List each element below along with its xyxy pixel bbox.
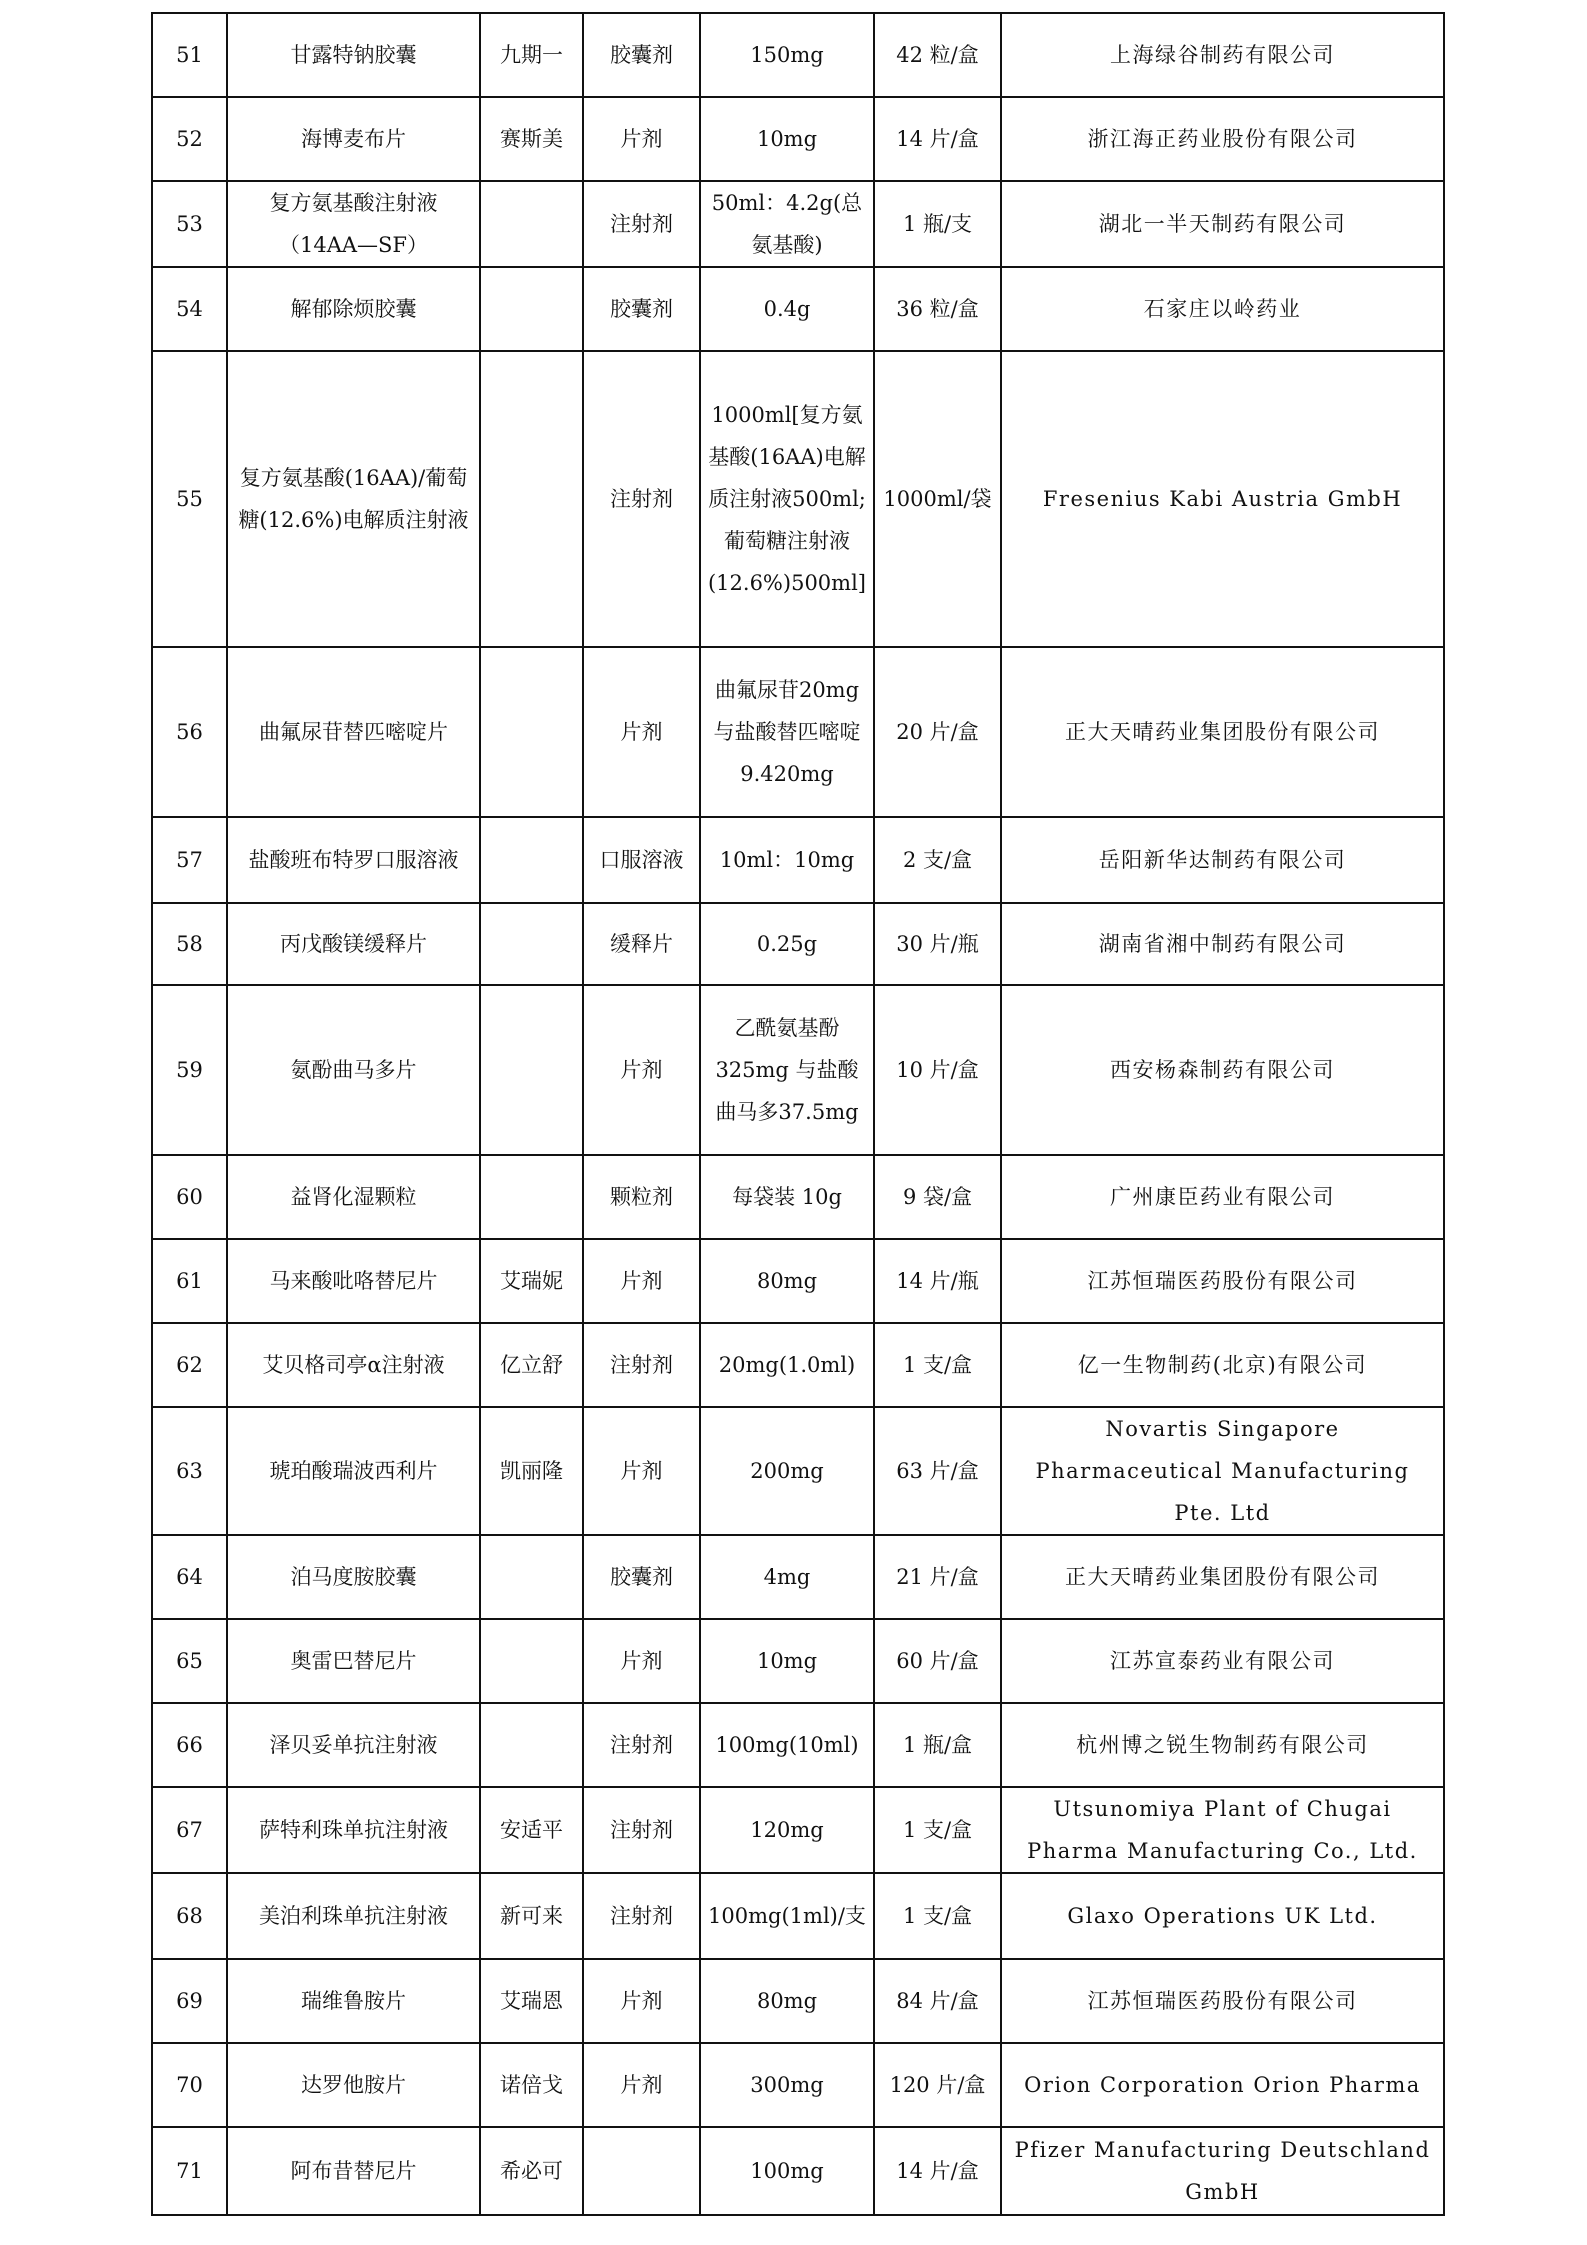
drug-name-cell: 曲氟尿苷替匹嘧啶片: [227, 647, 480, 817]
table-row: [152, 817, 1444, 903]
package-cell: 1000ml/袋: [874, 351, 1001, 647]
drug-name-cell: 瑞维鲁胺片: [227, 1959, 480, 2043]
brand-name-cell: 赛斯美: [480, 97, 583, 181]
drug-name-cell: 美泊利珠单抗注射液: [227, 1873, 480, 1959]
row-number-cell: 51: [152, 13, 227, 97]
brand-name-cell: [480, 1155, 583, 1239]
row-number-cell: 54: [152, 267, 227, 351]
specification-cell: 50ml：4.2g(总氨基酸): [700, 181, 874, 267]
brand-name-cell: 希必可: [480, 2127, 583, 2215]
specification-cell: 乙酰氨基酚325mg 与盐酸曲马多37.5mg: [700, 985, 874, 1155]
brand-name-cell: [480, 1619, 583, 1703]
manufacturer-cell: 广州康臣药业有限公司: [1001, 1155, 1444, 1239]
brand-name-cell: [480, 267, 583, 351]
table-row: [152, 181, 1444, 267]
package-cell: 14 片/瓶: [874, 1239, 1001, 1323]
table-row: [152, 2043, 1444, 2127]
table-row: [152, 1619, 1444, 1703]
dosage-form-cell: 片剂: [583, 1959, 700, 2043]
table-row: [152, 1535, 1444, 1619]
drug-list-table: [151, 12, 1445, 2216]
row-number-cell: 57: [152, 817, 227, 903]
package-cell: 42 粒/盒: [874, 13, 1001, 97]
package-cell: 1 瓶/支: [874, 181, 1001, 267]
row-number-cell: 52: [152, 97, 227, 181]
specification-cell: 200mg: [700, 1407, 874, 1535]
dosage-form-cell: 片剂: [583, 1239, 700, 1323]
specification-cell: 80mg: [700, 1959, 874, 2043]
specification-cell: 80mg: [700, 1239, 874, 1323]
drug-name-cell: 泽贝妥单抗注射液: [227, 1703, 480, 1787]
manufacturer-cell: 石家庄以岭药业: [1001, 267, 1444, 351]
table-row: [152, 985, 1444, 1155]
specification-cell: 150mg: [700, 13, 874, 97]
specification-cell: 300mg: [700, 2043, 874, 2127]
row-number-cell: 67: [152, 1787, 227, 1873]
specification-cell: 0.25g: [700, 903, 874, 985]
brand-name-cell: [480, 647, 583, 817]
dosage-form-cell: 注射剂: [583, 1703, 700, 1787]
table-row: [152, 1239, 1444, 1323]
manufacturer-cell: Pfizer Manufacturing Deutschland GmbH: [1001, 2127, 1444, 2215]
dosage-form-cell: 片剂: [583, 2043, 700, 2127]
package-cell: 60 片/盒: [874, 1619, 1001, 1703]
drug-name-cell: 马来酸吡咯替尼片: [227, 1239, 480, 1323]
package-cell: 1 瓶/盒: [874, 1703, 1001, 1787]
package-cell: 14 片/盒: [874, 2127, 1001, 2215]
row-number-cell: 53: [152, 181, 227, 267]
manufacturer-cell: 浙江海正药业股份有限公司: [1001, 97, 1444, 181]
drug-name-cell: 琥珀酸瑞波西利片: [227, 1407, 480, 1535]
table-row: [152, 903, 1444, 985]
drug-name-cell: 复方氨基酸(16AA)/葡萄糖(12.6%)电解质注射液: [227, 351, 480, 647]
row-number-cell: 62: [152, 1323, 227, 1407]
drug-name-cell: 复方氨基酸注射液（14AA—SF）: [227, 181, 480, 267]
drug-name-cell: 氨酚曲马多片: [227, 985, 480, 1155]
manufacturer-cell: 江苏恒瑞医药股份有限公司: [1001, 1239, 1444, 1323]
row-number-cell: 58: [152, 903, 227, 985]
manufacturer-cell: 杭州博之锐生物制药有限公司: [1001, 1703, 1444, 1787]
manufacturer-cell: Orion Corporation Orion Pharma: [1001, 2043, 1444, 2127]
dosage-form-cell: 胶囊剂: [583, 1535, 700, 1619]
dosage-form-cell: 缓释片: [583, 903, 700, 985]
row-number-cell: 61: [152, 1239, 227, 1323]
table-row: [152, 1323, 1444, 1407]
brand-name-cell: [480, 1535, 583, 1619]
dosage-form-cell: 片剂: [583, 97, 700, 181]
specification-cell: 0.4g: [700, 267, 874, 351]
drug-name-cell: 甘露特钠胶囊: [227, 13, 480, 97]
specification-cell: 100mg(1ml)/支: [700, 1873, 874, 1959]
dosage-form-cell: 片剂: [583, 647, 700, 817]
dosage-form-cell: 颗粒剂: [583, 1155, 700, 1239]
manufacturer-cell: 正大天晴药业集团股份有限公司: [1001, 647, 1444, 817]
brand-name-cell: [480, 1703, 583, 1787]
table-row: [152, 1873, 1444, 1959]
manufacturer-cell: Glaxo Operations UK Ltd.: [1001, 1873, 1444, 1959]
brand-name-cell: 亿立舒: [480, 1323, 583, 1407]
brand-name-cell: 诺倍戈: [480, 2043, 583, 2127]
package-cell: 10 片/盒: [874, 985, 1001, 1155]
table-row: [152, 97, 1444, 181]
dosage-form-cell: 注射剂: [583, 181, 700, 267]
brand-name-cell: [480, 351, 583, 647]
package-cell: 20 片/盒: [874, 647, 1001, 817]
row-number-cell: 69: [152, 1959, 227, 2043]
dosage-form-cell: 口服溶液: [583, 817, 700, 903]
dosage-form-cell: 胶囊剂: [583, 267, 700, 351]
row-number-cell: 55: [152, 351, 227, 647]
drug-name-cell: 奥雷巴替尼片: [227, 1619, 480, 1703]
drug-table-body: [152, 13, 1444, 2215]
drug-name-cell: 丙戊酸镁缓释片: [227, 903, 480, 985]
row-number-cell: 63: [152, 1407, 227, 1535]
row-number-cell: 66: [152, 1703, 227, 1787]
package-cell: 14 片/盒: [874, 97, 1001, 181]
package-cell: 2 支/盒: [874, 817, 1001, 903]
brand-name-cell: 新可来: [480, 1873, 583, 1959]
drug-name-cell: 盐酸班布特罗口服溶液: [227, 817, 480, 903]
drug-name-cell: 益肾化湿颗粒: [227, 1155, 480, 1239]
table-row: [152, 2127, 1444, 2215]
manufacturer-cell: 正大天晴药业集团股份有限公司: [1001, 1535, 1444, 1619]
brand-name-cell: 艾瑞妮: [480, 1239, 583, 1323]
package-cell: 84 片/盒: [874, 1959, 1001, 2043]
table-row: [152, 13, 1444, 97]
package-cell: 1 支/盒: [874, 1323, 1001, 1407]
dosage-form-cell: 注射剂: [583, 351, 700, 647]
manufacturer-cell: 江苏宣泰药业有限公司: [1001, 1619, 1444, 1703]
row-number-cell: 65: [152, 1619, 227, 1703]
dosage-form-cell: 注射剂: [583, 1787, 700, 1873]
row-number-cell: 64: [152, 1535, 227, 1619]
brand-name-cell: [480, 181, 583, 267]
table-row: [152, 1703, 1444, 1787]
drug-name-cell: 泊马度胺胶囊: [227, 1535, 480, 1619]
package-cell: 63 片/盒: [874, 1407, 1001, 1535]
row-number-cell: 56: [152, 647, 227, 817]
manufacturer-cell: 湖北一半天制药有限公司: [1001, 181, 1444, 267]
specification-cell: 120mg: [700, 1787, 874, 1873]
drug-name-cell: 海博麦布片: [227, 97, 480, 181]
manufacturer-cell: Utsunomiya Plant of Chugai Pharma Manufacturing Co., Ltd.: [1001, 1787, 1444, 1873]
specification-cell: 10ml：10mg: [700, 817, 874, 903]
table-row: [152, 267, 1444, 351]
manufacturer-cell: Novartis Singapore Pharmaceutical Manufacturing Pte. Ltd: [1001, 1407, 1444, 1535]
package-cell: 120 片/盒: [874, 2043, 1001, 2127]
dosage-form-cell: 片剂: [583, 985, 700, 1155]
brand-name-cell: 九期一: [480, 13, 583, 97]
drug-name-cell: 解郁除烦胶囊: [227, 267, 480, 351]
package-cell: 30 片/瓶: [874, 903, 1001, 985]
manufacturer-cell: 湖南省湘中制药有限公司: [1001, 903, 1444, 985]
manufacturer-cell: 岳阳新华达制药有限公司: [1001, 817, 1444, 903]
dosage-form-cell: 注射剂: [583, 1873, 700, 1959]
specification-cell: 20mg(1.0ml): [700, 1323, 874, 1407]
brand-name-cell: 安适平: [480, 1787, 583, 1873]
package-cell: 1 支/盒: [874, 1787, 1001, 1873]
specification-cell: 曲氟尿苷20mg 与盐酸替匹嘧啶9.420mg: [700, 647, 874, 817]
table-row: [152, 647, 1444, 817]
drug-name-cell: 达罗他胺片: [227, 2043, 480, 2127]
manufacturer-cell: 亿一生物制药(北京)有限公司: [1001, 1323, 1444, 1407]
brand-name-cell: [480, 985, 583, 1155]
table-row: [152, 1959, 1444, 2043]
table-row: [152, 1787, 1444, 1873]
specification-cell: 每袋装 10g: [700, 1155, 874, 1239]
specification-cell: 10mg: [700, 97, 874, 181]
row-number-cell: 60: [152, 1155, 227, 1239]
specification-cell: 4mg: [700, 1535, 874, 1619]
brand-name-cell: 凯丽隆: [480, 1407, 583, 1535]
brand-name-cell: [480, 817, 583, 903]
row-number-cell: 59: [152, 985, 227, 1155]
specification-cell: 100mg(10ml): [700, 1703, 874, 1787]
manufacturer-cell: 西安杨森制药有限公司: [1001, 985, 1444, 1155]
brand-name-cell: [480, 903, 583, 985]
drug-name-cell: 阿布昔替尼片: [227, 2127, 480, 2215]
dosage-form-cell: 注射剂: [583, 1323, 700, 1407]
row-number-cell: 70: [152, 2043, 227, 2127]
manufacturer-cell: Fresenius Kabi Austria GmbH: [1001, 351, 1444, 647]
row-number-cell: 68: [152, 1873, 227, 1959]
table-row: [152, 1155, 1444, 1239]
specification-cell: 100mg: [700, 2127, 874, 2215]
specification-cell: 1000ml[复方氨基酸(16AA)电解质注射液500ml;葡萄糖注射液(12.6%)500ml]: [700, 351, 874, 647]
manufacturer-cell: 上海绿谷制药有限公司: [1001, 13, 1444, 97]
row-number-cell: 71: [152, 2127, 227, 2215]
package-cell: 21 片/盒: [874, 1535, 1001, 1619]
dosage-form-cell: [583, 2127, 700, 2215]
dosage-form-cell: 片剂: [583, 1619, 700, 1703]
package-cell: 36 粒/盒: [874, 267, 1001, 351]
table-row: [152, 1407, 1444, 1535]
dosage-form-cell: 胶囊剂: [583, 13, 700, 97]
table-row: [152, 351, 1444, 647]
specification-cell: 10mg: [700, 1619, 874, 1703]
manufacturer-cell: 江苏恒瑞医药股份有限公司: [1001, 1959, 1444, 2043]
package-cell: 1 支/盒: [874, 1873, 1001, 1959]
brand-name-cell: 艾瑞恩: [480, 1959, 583, 2043]
dosage-form-cell: 片剂: [583, 1407, 700, 1535]
drug-name-cell: 艾贝格司亭α注射液: [227, 1323, 480, 1407]
drug-name-cell: 萨特利珠单抗注射液: [227, 1787, 480, 1873]
package-cell: 9 袋/盒: [874, 1155, 1001, 1239]
